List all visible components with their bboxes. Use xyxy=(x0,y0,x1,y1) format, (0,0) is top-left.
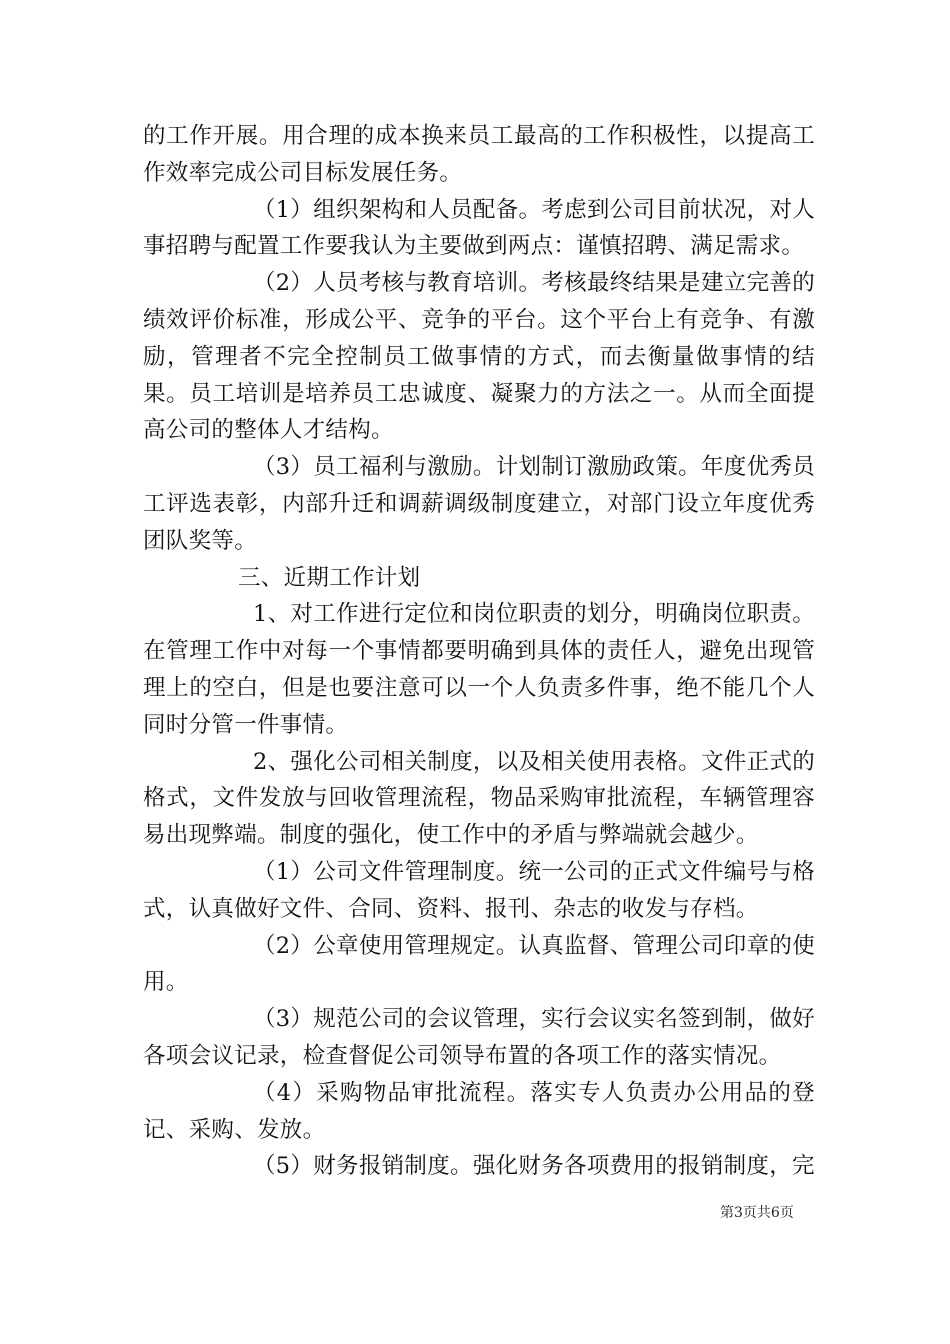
paragraph-welfare-incentive: （3）员工福利与激励。计划制订激励政策。年度优秀员工评选表彰，内部升迁和调薪调级制度建立，对部门设立年度优秀团队奖等。 xyxy=(143,454,815,554)
section-heading-near-term-plan: 三、近期工作计划 xyxy=(238,564,421,591)
page-number-footer: 第3页共6页 xyxy=(720,1205,794,1221)
paragraph-document-management: （1）公司文件管理制度。统一公司的正式文件编号与格式，认真做好文件、合同、资料、报刊、杂志的收发与存档。 xyxy=(143,858,815,922)
paragraph-assessment-training: （2）人员考核与教育培训。考核最终结果是建立完善的绩效评价标准，形成公平、竞争的平台。这个平台上有竞争、有激励，管理者不完全控制员工做事情的方式，而去衡量做事情的结果。员工培训是培养员工忠诚度、凝聚力的方法之一。从而全面提高公司的整体人才结构。 xyxy=(143,270,815,444)
paragraph-financial-reimbursement: （5）财务报销制度。强化财务各项费用的报销制度，完 xyxy=(253,1153,815,1180)
paragraph-procurement-approval: （4）采购物品审批流程。落实专人负责办公用品的登记、采购、发放。 xyxy=(143,1079,815,1143)
paragraph-strengthen-system: 2、强化公司相关制度，以及相关使用表格。文件正式的格式，文件发放与回收管理流程，物品采购审批流程，车辆管理容易出现弊端。制度的强化，使工作中的矛盾与弊端就会越少。 xyxy=(143,748,815,849)
paragraph-continuation: 的工作开展。用合理的成本换来员工最高的工作积极性，以提高工作效率完成公司目标发展任务。 xyxy=(143,123,815,186)
document-body xyxy=(143,118,815,1185)
paragraph-job-positioning: 1、对工作进行定位和岗位职责的划分，明确岗位职责。在管理工作中对每一个事情都要明确到具体的责任人，避免出现管理上的空白，但是也要注意可以一个人负责多件事，绝不能几个人同时分管一件事情。 xyxy=(143,601,815,738)
paragraph-org-structure: （1）组织架构和人员配备。考虑到公司目前状况，对人事招聘与配置工作要我认为主要做到两点：谨慎招聘、满足需求。 xyxy=(143,196,815,260)
paragraph-meeting-management: （3）规范公司的会议管理，实行会议实名签到制，做好各项会议记录，检查督促公司领导布置的各项工作的落实情况。 xyxy=(143,1006,815,1069)
paragraph-seal-management: （2）公章使用管理规定。认真监督、管理公司印章的使用。 xyxy=(143,932,815,996)
